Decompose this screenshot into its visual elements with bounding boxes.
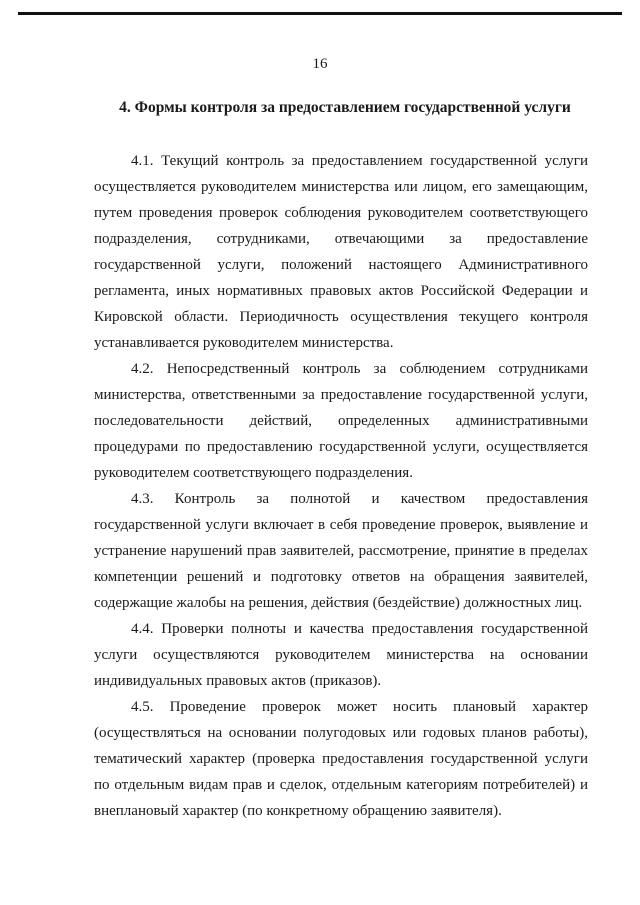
paragraph-text: 4.3. Контроль за полнотой и качеством предоставления государственной услуги включает в себя проведение проверок, выявление и устранение нарушений прав заявителей, рассмотрение, принятие в пределах компетенции решений и подготовку ответов на обращения заявителей, (94, 491, 588, 585)
top-rule (18, 12, 622, 15)
paragraph-4-2 (94, 356, 588, 486)
paragraph-4-5 (94, 694, 588, 824)
document-body (94, 148, 588, 824)
paragraph-4-3 (94, 486, 588, 616)
paragraph-text: 4.5. Проведение проверок может носить плановый характер (осуществляться на основании полугодовых или годовых планов работы), тематический характер (проверка предоставления государственной услуги по отдельным видам прав и сделок, отдельным категориям потребителей) и (94, 699, 588, 793)
paragraph-4-1 (94, 148, 588, 356)
paragraph-text: 4.1. Текущий контроль за предоставлением государственной услуги осуществляется руководителем министерства или лицом, его замещающим, путем проведения проверок соблюдения руководителем соответствующего подразделения, сотрудниками, отвечающими за предоставление государственной услуги, положений настоящего Административного регламента, иных нормативных правовых актов Российской Федерации и Кировской области. Периодичность осуществления текущего контроля (94, 153, 588, 325)
paragraph-last-line: устанавливается руководителем министерства. (94, 335, 394, 351)
page-number: 16 (312, 56, 328, 72)
paragraph-4-4 (94, 616, 588, 694)
paragraph-last-line: содержащие жалобы на решения, действия (бездействие) должностных лиц. (94, 595, 583, 611)
paragraph-text: 4.2. Непосредственный контроль за соблюдением сотрудниками министерства, ответственными за предоставление государственной услуги, последовательности действий, определенных административными процедурами по предоставлению государственной услуги, осуществляется (94, 361, 588, 455)
paragraph-last-line: внеплановый характер (по конкретному обращению заявителя). (94, 803, 502, 819)
paragraph-last-line: руководителем соответствующего подразделения. (94, 465, 413, 481)
paragraph-text: 4.4. Проверки полноты и качества предоставления государственной услуги осуществляются руководителем министерства на основании (94, 621, 588, 663)
section-heading: 4. Формы контроля за предоставлением государственной услуги (119, 99, 571, 116)
paragraph-last-line: индивидуальных правовых актов (приказов). (94, 673, 382, 689)
